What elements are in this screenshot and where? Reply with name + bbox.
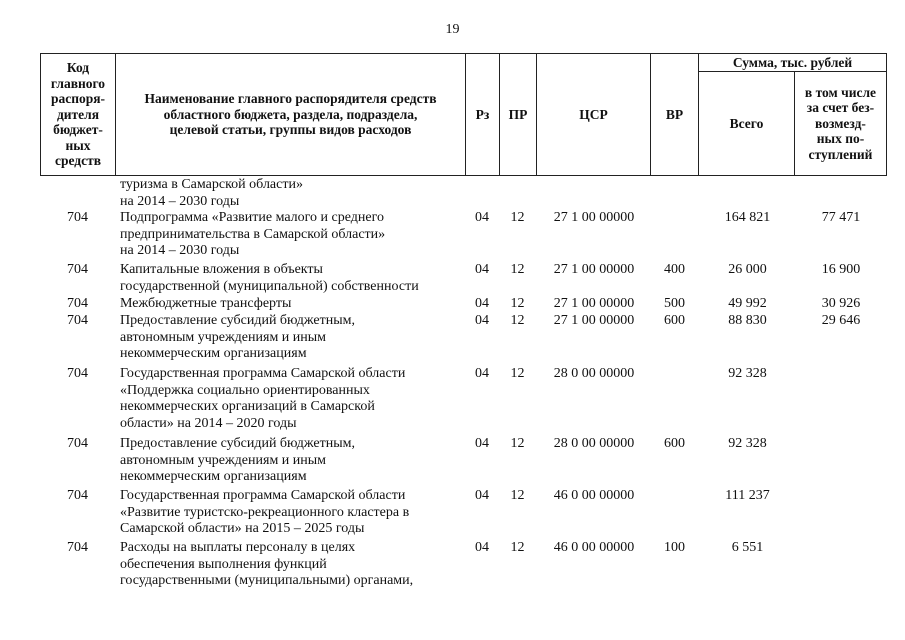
row-name <box>120 313 465 363</box>
row-rz: 04 <box>475 313 489 328</box>
row-csr: 27 1 00 00000 <box>553 296 635 311</box>
header-pr <box>499 53 536 176</box>
row-incl: 30 926 <box>821 296 861 311</box>
row-name-line: Расходы на выплаты персоналу в целях <box>120 540 356 555</box>
row-name-line: обеспечения выполнения функций <box>120 556 327 572</box>
row-name-line: Капитальные вложения в объекты <box>120 262 323 277</box>
row-pr: 12 <box>510 366 525 381</box>
row-name-line: «Развитие туристско-рекреационного кластера в <box>120 504 410 520</box>
row-name-line: государственными (муниципальными) органами, <box>120 573 414 588</box>
header-incl-line: ных по- <box>816 131 865 147</box>
row-vr: 400 <box>664 262 685 277</box>
row-csr: 28 0 00 00000 <box>553 436 635 451</box>
header-vr-label: ВР <box>665 106 684 122</box>
row-csr: 46 0 00 00000 <box>553 488 635 503</box>
row-name-line: Государственная программа Самарской области <box>120 366 406 381</box>
row-code: 704 <box>67 262 88 277</box>
row-pr: 12 <box>510 313 525 328</box>
row-name <box>120 210 465 260</box>
row-code: 704 <box>67 296 88 311</box>
row-vr: 600 <box>664 313 685 328</box>
row-vr: 100 <box>664 540 685 555</box>
header-name-line: Наименование главного распорядителя средств <box>144 91 437 107</box>
row-rz: 04 <box>475 296 489 311</box>
row-total: 49 992 <box>728 296 767 311</box>
header-rz <box>465 53 499 176</box>
row-total: 88 830 <box>728 313 767 328</box>
row-total: 92 328 <box>728 366 767 381</box>
row-total: 164 821 <box>724 210 771 225</box>
header-csr <box>536 53 650 176</box>
row-csr: 27 1 00 00000 <box>553 262 635 277</box>
row-rz: 04 <box>475 436 489 451</box>
header-total-label: Всего <box>729 115 764 131</box>
header-code-line: ных <box>65 137 91 153</box>
header-code-line: средств <box>54 153 102 169</box>
row-name-line: туризма в Самарской области» <box>120 177 303 192</box>
row-name-line: автономным учреждениям и иным <box>120 329 327 345</box>
row-pr: 12 <box>510 210 525 225</box>
row-pr: 12 <box>510 262 525 277</box>
header-name <box>115 53 465 176</box>
row-incl: 29 646 <box>821 313 861 328</box>
row-name-line: Межбюджетные трансферты <box>120 296 292 311</box>
row-rz: 04 <box>475 262 489 277</box>
row-pr: 12 <box>510 540 525 555</box>
header-code <box>40 53 115 176</box>
row-pr: 12 <box>510 488 525 503</box>
header-code-line: распоря- <box>50 91 106 107</box>
row-incl: 77 471 <box>821 210 861 225</box>
row-name <box>120 436 465 486</box>
header-pr-label: ПР <box>508 106 528 122</box>
row-code: 704 <box>67 488 88 503</box>
header-sum-group-label: Сумма, тыс. рублей <box>732 54 853 70</box>
header-csr-label: ЦСР <box>579 106 608 122</box>
row-name <box>120 262 465 295</box>
row-name-line: Государственная программа Самарской области <box>120 488 406 503</box>
header-incl-line: возмезд- <box>815 115 866 131</box>
row-name-line: области» на 2014 – 2020 годы <box>120 415 297 431</box>
row-rz: 04 <box>475 210 489 225</box>
row-rz: 04 <box>475 488 489 503</box>
header-incl <box>794 71 887 176</box>
row-name <box>120 366 465 432</box>
header-sum-group <box>698 53 887 72</box>
header-code-line: дителя <box>56 106 100 122</box>
row-code: 704 <box>67 210 88 225</box>
row-name-line: предпринимательства в Самарской области» <box>120 226 386 242</box>
row-total: 111 237 <box>725 488 770 503</box>
row-total: 26 000 <box>728 262 767 277</box>
row-code: 704 <box>67 540 88 555</box>
row-name-line: автономным учреждениям и иным <box>120 452 327 468</box>
row-name-line: Предоставление субсидий бюджетным, <box>120 436 356 451</box>
row-name <box>120 540 465 590</box>
header-name-line: областного бюджета, раздела, подраздела, <box>163 106 418 122</box>
row-total: 92 328 <box>728 436 767 451</box>
row-name-line: на 2014 – 2030 годы <box>120 193 240 209</box>
row-name-line: некоммерческим организациям <box>120 346 307 361</box>
row-pr: 12 <box>510 296 525 311</box>
row-name-line: Самарской области» на 2015 – 2025 годы <box>120 521 365 536</box>
row-incl: 16 900 <box>821 262 861 277</box>
row-csr: 46 0 00 00000 <box>553 540 635 555</box>
header-incl-line: ступлений <box>808 146 873 162</box>
row-name-line: некоммерческих организаций в Самарской <box>120 399 375 414</box>
header-vr <box>650 53 698 176</box>
row-vr: 500 <box>664 296 685 311</box>
header-code-line: Код <box>66 60 90 76</box>
row-rz: 04 <box>475 540 489 555</box>
header-total <box>698 71 794 176</box>
row-name-line: Подпрограмма «Развитие малого и среднего <box>120 210 385 225</box>
row-name-line: государственной (муниципальной) собственности <box>120 278 419 294</box>
header-name-line: целевой статьи, группы видов расходов <box>169 122 412 138</box>
row-pr: 12 <box>510 436 525 451</box>
row-total: 6 551 <box>731 540 764 555</box>
row-name <box>120 488 465 538</box>
row-csr: 27 1 00 00000 <box>553 313 635 328</box>
page-number: 19 <box>445 22 460 37</box>
row-code: 704 <box>67 436 88 451</box>
row-csr: 27 1 00 00000 <box>553 210 635 225</box>
row-rz: 04 <box>475 366 489 381</box>
row-name <box>120 296 465 313</box>
row-name-line: на 2014 – 2030 годы <box>120 243 240 258</box>
header-incl-line: за счет без- <box>806 100 875 116</box>
row-code: 704 <box>67 313 88 328</box>
header-code-line: главного <box>50 75 106 91</box>
row-name-line: некоммерческим организациям <box>120 469 307 484</box>
row-name <box>120 177 465 210</box>
row-vr: 600 <box>664 436 685 451</box>
header-code-line: бюджет- <box>53 122 103 138</box>
row-code: 704 <box>67 366 88 381</box>
row-csr: 28 0 00 00000 <box>553 366 635 381</box>
row-name-line: Предоставление субсидий бюджетным, <box>120 313 356 328</box>
header-rz-label: Рз <box>475 106 490 122</box>
row-name-line: «Поддержка социально ориентированных <box>120 382 370 398</box>
header-incl-line: в том числе <box>804 84 877 100</box>
